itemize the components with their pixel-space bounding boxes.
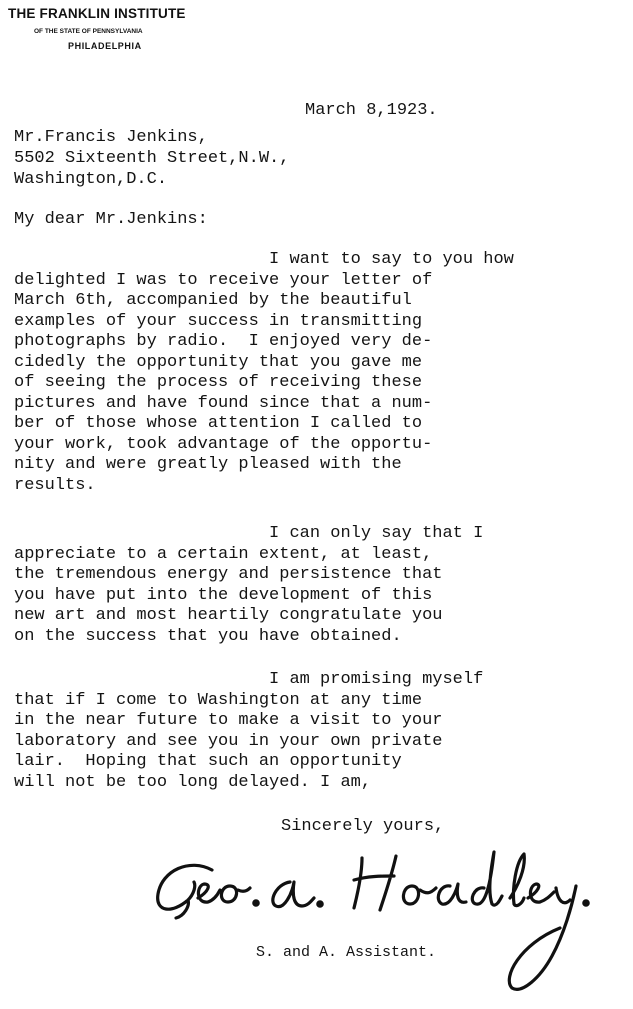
letterhead-state: OF THE STATE OF PENNSYLVANIA [34,28,143,35]
letterhead-city: PHILADELPHIA [68,41,142,51]
closing: Sincerely yours, [281,817,445,836]
recipient-name: Mr.Francis Jenkins, [14,128,208,147]
recipient-city: Washington,D.C. [14,170,168,189]
body-paragraph-3: I am promising myself that if I come to Washington at any time in the near future to make a visit to your laboratory and see you in your own private lair. Hoping that such an opportunity will not be too long delayed. I am, [14,670,484,792]
signatory-title: S. and A. Assistant. [256,944,437,961]
letterhead [8,6,208,51]
body-paragraph-2: I can only say that I appreciate to a certain extent, at least, the tremendous energy and persistence that you have put into the development of this new art and most heartily congratulate you on the success that you have obtained. [14,524,484,646]
salutation: My dear Mr.Jenkins: [14,210,208,229]
body-paragraph-1: I want to say to you how delighted I was to receive your letter of March 6th, accompanied by the beautiful examples of your success in transmitting photographs by radio. I enjoyed very de- cidedly the opportunity that you gave me of seeing the process of receiving these pictures and have found since that a num- ber of those whose attention I called to your work, took advantage of the opportu- nity and were greatly pleased with the results. [14,250,514,495]
letterhead-institute-name: THE FRANKLIN INSTITUTE [8,6,186,21]
letter-date: March 8,1923. [305,101,438,120]
recipient-address [14,127,289,190]
recipient-street: 5502 Sixteenth Street,N.W., [14,149,290,168]
handwritten-signature [150,848,600,998]
